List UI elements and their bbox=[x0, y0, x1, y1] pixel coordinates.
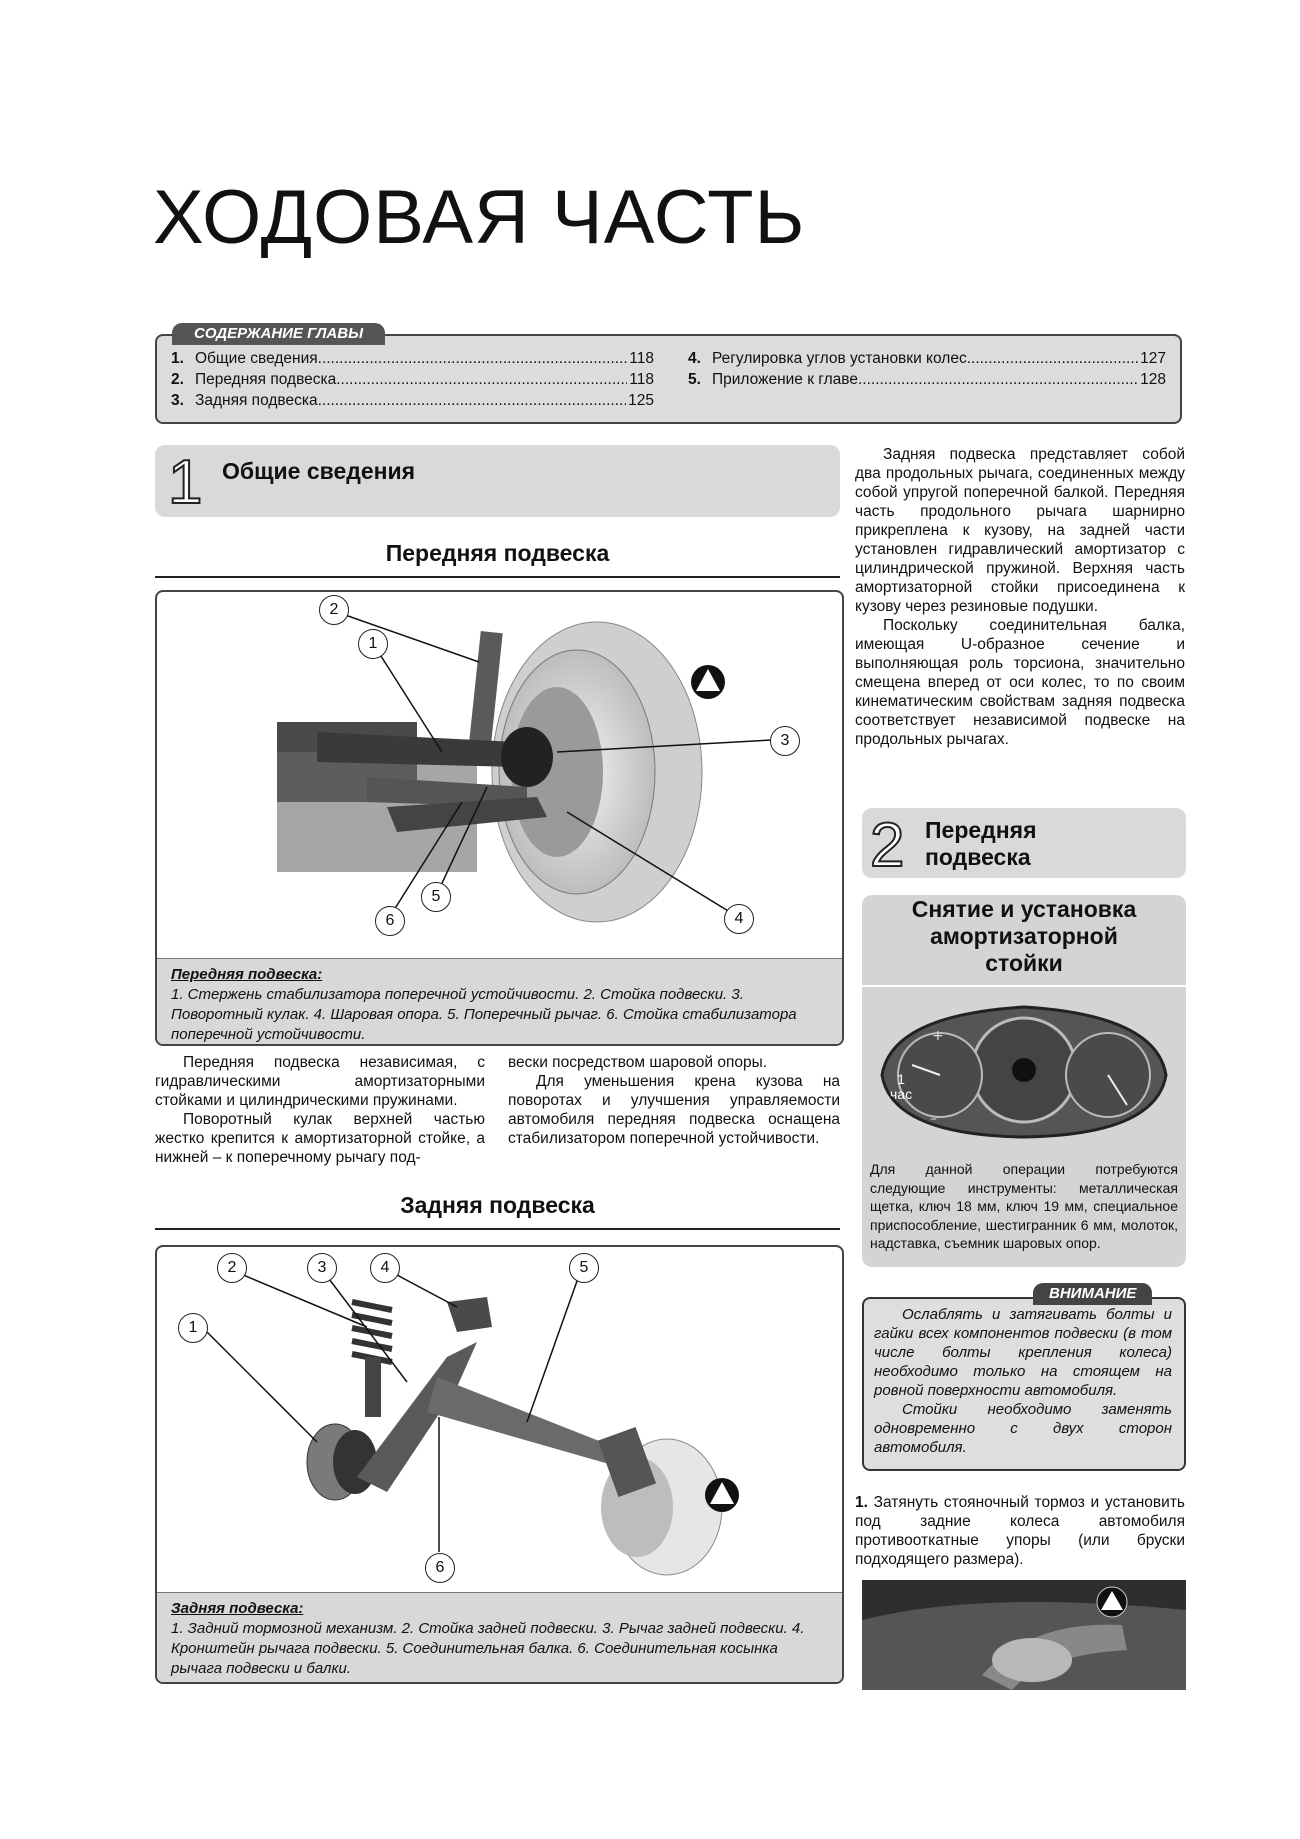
rear-suspension-figure bbox=[155, 1245, 844, 1684]
page-title: ХОДОВАЯ ЧАСТЬ bbox=[153, 175, 806, 260]
rear-figure-caption: Задняя подвеска: 1. Задний тормозной механизм. 2. Стойка задней подвески. 3. Рычаг задней подвески. 4. Кронштейн рычага подвески. 5. Соединительная балка. 6. Соединительная косынка рычага подвески и балки. bbox=[157, 1592, 842, 1684]
callout-6: 6 bbox=[425, 1553, 455, 1583]
callout-6: 6 bbox=[375, 906, 405, 936]
operation-title: Снятие и установка амортизаторной стойки bbox=[911, 896, 1137, 976]
callout-2: 2 bbox=[319, 595, 349, 625]
front-text-left: Передняя подвеска независимая, с гидравлическими амортизаторными стойками и цилиндрическими пружинами. Поворотный кулак верхней частью жестко крепится к амортизаторной стойке, а нижней – к поперечному рычагу под- bbox=[155, 1054, 485, 1166]
toc-item[interactable]: 4. Регулировка углов установки колес ..... 127 bbox=[688, 348, 1166, 369]
publisher-logo-icon bbox=[1097, 1587, 1127, 1617]
handbrake-photo-illustration bbox=[862, 1580, 1186, 1690]
toc-item[interactable]: 1. Общие сведения ..... 118 bbox=[171, 348, 654, 369]
toc-item[interactable]: 2. Передняя подвеска ..... 118 bbox=[171, 369, 654, 390]
callout-4: 4 bbox=[724, 904, 754, 934]
callout-2: 2 bbox=[217, 1253, 247, 1283]
operation-time: 1 час bbox=[890, 1071, 913, 1102]
front-suspension-illustration bbox=[157, 592, 842, 952]
callout-1: 1 bbox=[178, 1313, 208, 1343]
section-2-number: 2 bbox=[870, 811, 905, 880]
front-suspension-heading: Передняя подвеска bbox=[385, 540, 610, 566]
rear-suspension-heading: Задняя подвеска bbox=[400, 1192, 595, 1218]
toc-left-column bbox=[171, 348, 654, 411]
front-suspension-figure bbox=[155, 590, 844, 1046]
svg-text:–: – bbox=[930, 1111, 937, 1127]
callout-1: 1 bbox=[358, 629, 388, 659]
divider bbox=[155, 576, 840, 578]
front-figure-caption: Передняя подвеска: 1. Стержень стабилизатора поперечной устойчивости. 2. Стойка подвески. 3. Поворотный кулак. 4. Шаровая опора. 5. Поперечный рычаг. 6. Стойка стабилизатора поперечной устойчивости. bbox=[157, 958, 842, 1046]
callout-5: 5 bbox=[569, 1253, 599, 1283]
svg-text:+: + bbox=[932, 1028, 944, 1044]
operation-tools: Для данной операции потребуются следующие инструменты: металлическая щетка, ключ 18 мм, ключ 19 мм, специальное приспособление, шестигранник 6 мм, молоток, надставка, съемник шаровых опор. bbox=[870, 1161, 1178, 1251]
callout-3: 3 bbox=[307, 1253, 337, 1283]
section-1-title: Общие сведения bbox=[222, 458, 416, 484]
callout-4: 4 bbox=[370, 1253, 400, 1283]
toc-right-column bbox=[688, 348, 1166, 390]
rear-suspension-illustration bbox=[157, 1247, 842, 1577]
instrument-cluster-icon bbox=[872, 995, 1176, 1145]
publisher-logo-icon bbox=[691, 665, 725, 699]
divider bbox=[155, 1228, 840, 1230]
handbrake-photo bbox=[862, 1580, 1186, 1690]
callout-5: 5 bbox=[421, 882, 451, 912]
warning-tab: ВНИМАНИЕ bbox=[1033, 1283, 1152, 1305]
callout-3: 3 bbox=[770, 726, 800, 756]
section-1-number: 1 bbox=[168, 448, 203, 517]
toc-item[interactable]: 5. Приложение к главе ..... 128 bbox=[688, 369, 1166, 390]
front-text-right: вески посредством шаровой опоры. Для уменьшения крена кузова на поворотах и улучшения управляемости автомобиля передняя подвеска оснащена стабилизатором поперечной устойчивости. bbox=[508, 1054, 840, 1147]
warning-text: Ослаблять и затягивать болты и гайки всех компонентов подвески (в том числе болты крепления колеса) необходимо только на стоящем на ровной поверхности автомобиля. Стойки необходимо заменять одновременно с двух сторон автомобиля. bbox=[874, 1306, 1172, 1456]
divider bbox=[862, 985, 1186, 987]
step-1: 1. Затянуть стояночный тормоз и установить под задние колеса автомобиля противооткатные упоры (или бруски подходящего размера). bbox=[855, 1494, 1185, 1568]
toc-tab-label: СОДЕРЖАНИЕ ГЛАВЫ bbox=[172, 323, 385, 345]
publisher-logo-icon bbox=[705, 1478, 739, 1512]
toc-item[interactable]: 3. Задняя подвеска ..... 125 bbox=[171, 390, 654, 411]
rear-suspension-intro: Задняя подвеска представляет собой два продольных рычага, соединенных между собой упругой поперечной балкой. Передняя часть продольного рычага шарнирно прикреплена к кузову, на задней части установлен гидравлический амортизатор с цилиндрической пружиной. Верхняя часть амортизаторной стойки присоединена к кузову через резиновые подушки. Поскольку соединительная балка, имеющая U-образное сечение и выполняющая роль торсиона, значительно смещена вперед от оси колес, то по своим кинематическим свойствам задняя подвеска соответствует независимой подвеске на продольных рычагах. bbox=[855, 446, 1185, 748]
section-2-title: Передняя подвеска bbox=[925, 817, 1037, 870]
